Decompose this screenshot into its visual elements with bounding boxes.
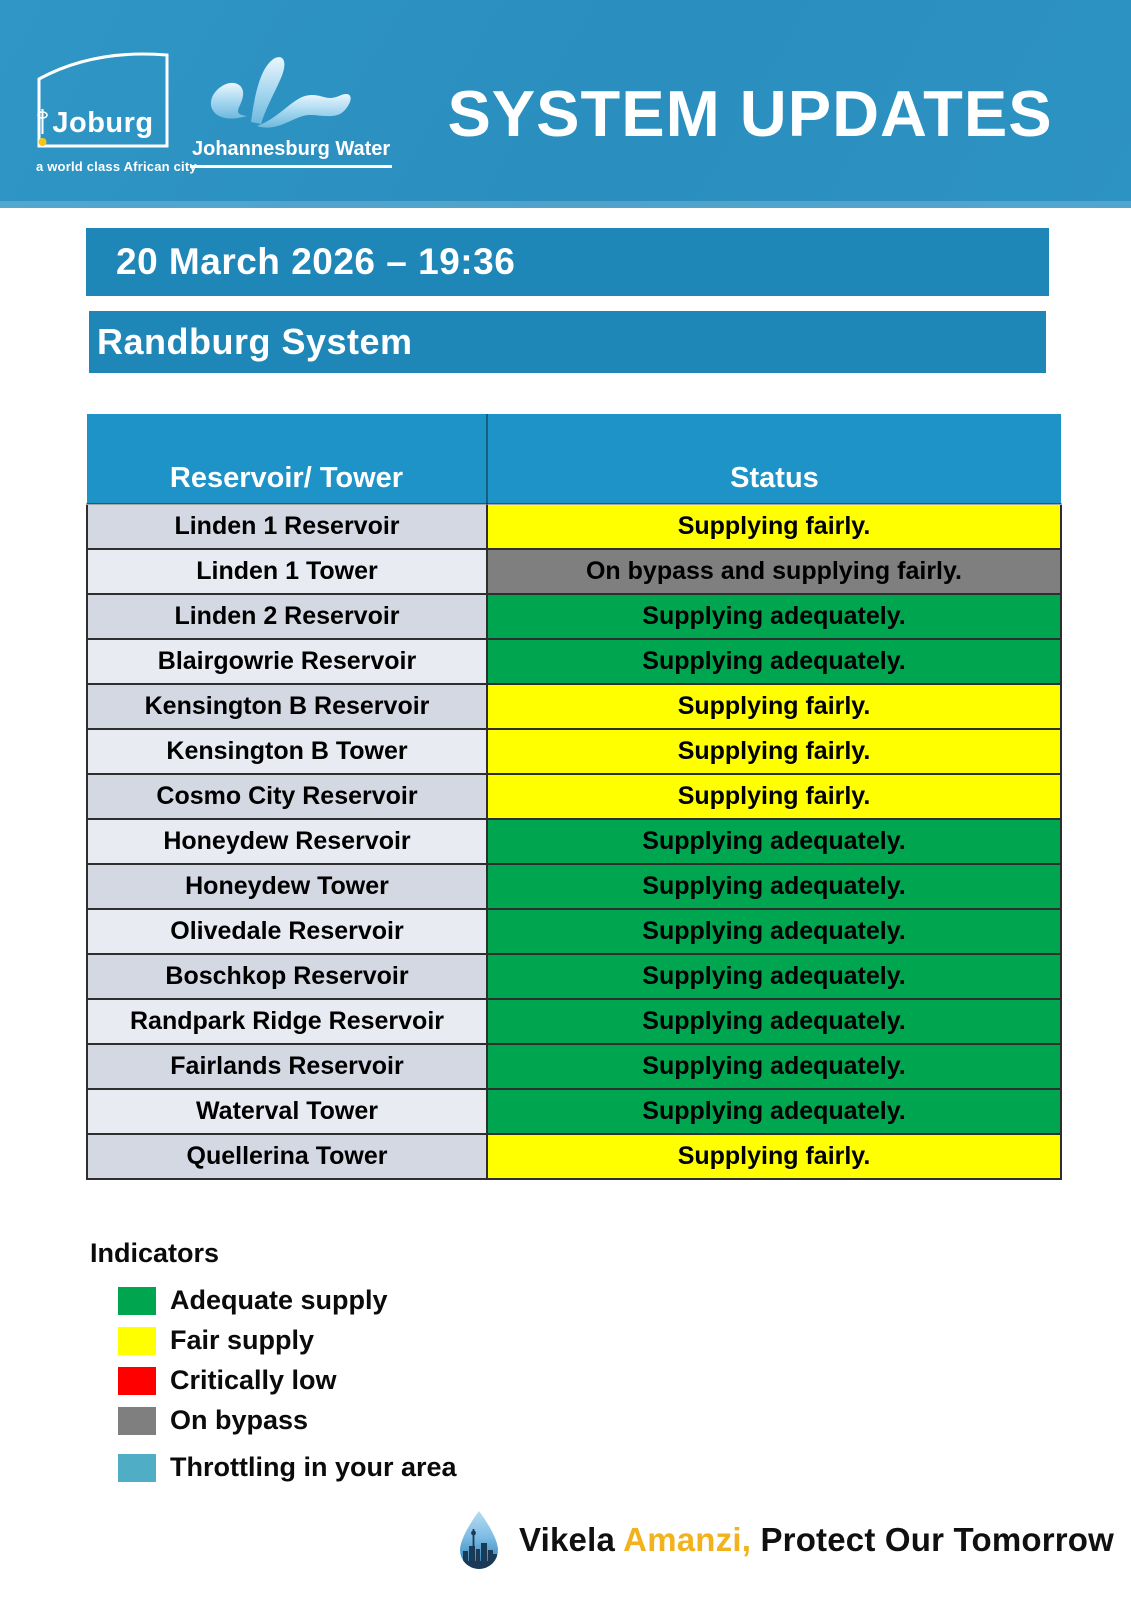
reservoir-name-cell: Quellerina Tower: [87, 1134, 487, 1179]
table-row: [87, 729, 1061, 774]
status-cell: Supplying fairly.: [487, 729, 1061, 774]
reservoir-name-cell: Linden 1 Reservoir: [87, 504, 487, 549]
reservoir-name-cell: Boschkop Reservoir: [87, 954, 487, 999]
legend-label: Adequate supply: [170, 1285, 388, 1315]
system-bar: Randburg System: [89, 311, 1046, 373]
status-cell: Supplying adequately.: [487, 819, 1061, 864]
water-drop-icon: [455, 1509, 503, 1571]
status-cell: On bypass and supplying fairly.: [487, 549, 1061, 594]
johannesburg-water-logo: [190, 52, 391, 168]
reservoir-name-cell: Honeydew Reservoir: [87, 819, 487, 864]
joburg-tagline: a world class African city: [36, 159, 197, 174]
reservoir-name-cell: Blairgowrie Reservoir: [87, 639, 487, 684]
reservoir-name-cell: Kensington B Reservoir: [87, 684, 487, 729]
status-cell: Supplying adequately.: [487, 999, 1061, 1044]
reservoir-name-cell: Honeydew Tower: [87, 864, 487, 909]
reservoir-name-cell: Olivedale Reservoir: [87, 909, 487, 954]
table-row: [87, 774, 1061, 819]
joburg-word-start: Jo: [52, 107, 88, 139]
legend-color-swatch: [118, 1367, 156, 1395]
johannesburg-water-name: Johannesburg Water: [190, 138, 392, 168]
table-row: [87, 639, 1061, 684]
table-header-row: [87, 414, 1061, 504]
reservoir-name-cell: Fairlands Reservoir: [87, 1044, 487, 1089]
footer: [0, 1500, 1131, 1580]
legend-item: [118, 1405, 457, 1436]
slogan-text: [519, 1521, 1114, 1559]
reservoir-name-cell: Cosmo City Reservoir: [87, 774, 487, 819]
table-row: [87, 684, 1061, 729]
slogan-part: Amanzi,: [623, 1521, 752, 1558]
legend-color-swatch: [118, 1407, 156, 1435]
legend-label: Fair supply: [170, 1325, 315, 1355]
legend-label: Throttling in your area: [170, 1452, 457, 1482]
reservoir-name-cell: Kensington B Tower: [87, 729, 487, 774]
status-cell: Supplying adequately.: [487, 864, 1061, 909]
joburg-logo-box: [36, 46, 170, 150]
table-row: [87, 909, 1061, 954]
hillbrow-tower-icon: [37, 108, 48, 148]
legend-item: [118, 1452, 457, 1483]
status-cell: Supplying fairly.: [487, 1134, 1061, 1179]
table-row: [87, 1089, 1061, 1134]
header-banner: [0, 0, 1131, 208]
table-row: [87, 954, 1061, 999]
status-cell: Supplying fairly.: [487, 684, 1061, 729]
status-table: [86, 414, 1062, 1180]
reservoir-name-cell: Randpark Ridge Reservoir: [87, 999, 487, 1044]
status-cell: Supplying adequately.: [487, 909, 1061, 954]
date-bar: 20 March 2026 – 19:36: [86, 228, 1049, 296]
status-cell: Supplying adequately.: [487, 954, 1061, 999]
page-title: SYSTEM UPDATES: [447, 76, 1053, 150]
column-header-reservoir: Reservoir/ Tower: [87, 414, 487, 504]
legend-color-swatch: [118, 1287, 156, 1315]
joburg-logo-wordmark: [36, 108, 170, 138]
status-cell: Supplying fairly.: [487, 504, 1061, 549]
joburg-logo: [36, 46, 197, 174]
water-wave-icon: [195, 52, 365, 138]
legend-label: Critically low: [170, 1365, 337, 1395]
reservoir-name-cell: Linden 1 Tower: [87, 549, 487, 594]
legend-label: On bypass: [170, 1405, 309, 1435]
column-header-status: Status: [487, 414, 1061, 504]
status-cell: Supplying adequately.: [487, 1044, 1061, 1089]
status-cell: Supplying adequately.: [487, 594, 1061, 639]
status-cell: Supplying fairly.: [487, 774, 1061, 819]
table-row: [87, 999, 1061, 1044]
table-row: [87, 864, 1061, 909]
indicators-legend: [90, 1238, 457, 1492]
legend-color-swatch: [118, 1454, 156, 1482]
status-cell: Supplying adequately.: [487, 639, 1061, 684]
reservoir-name-cell: Waterval Tower: [87, 1089, 487, 1134]
status-cell: Supplying adequately.: [487, 1089, 1061, 1134]
slogan-part: Protect Our Tomorrow: [751, 1521, 1115, 1558]
table-row: [87, 1044, 1061, 1089]
legend-item: [118, 1325, 457, 1356]
table-row: [87, 504, 1061, 549]
table-row: [87, 549, 1061, 594]
legend-title: Indicators: [90, 1238, 220, 1268]
legend-item: [118, 1365, 457, 1396]
legend-item: [118, 1285, 457, 1316]
slogan-part: Vikela: [519, 1521, 624, 1558]
legend-color-swatch: [118, 1327, 156, 1355]
table-row: [87, 1134, 1061, 1179]
table-row: [87, 819, 1061, 864]
reservoir-name-cell: Linden 2 Reservoir: [87, 594, 487, 639]
table-row: [87, 594, 1061, 639]
joburg-word-end: burg: [87, 107, 154, 139]
